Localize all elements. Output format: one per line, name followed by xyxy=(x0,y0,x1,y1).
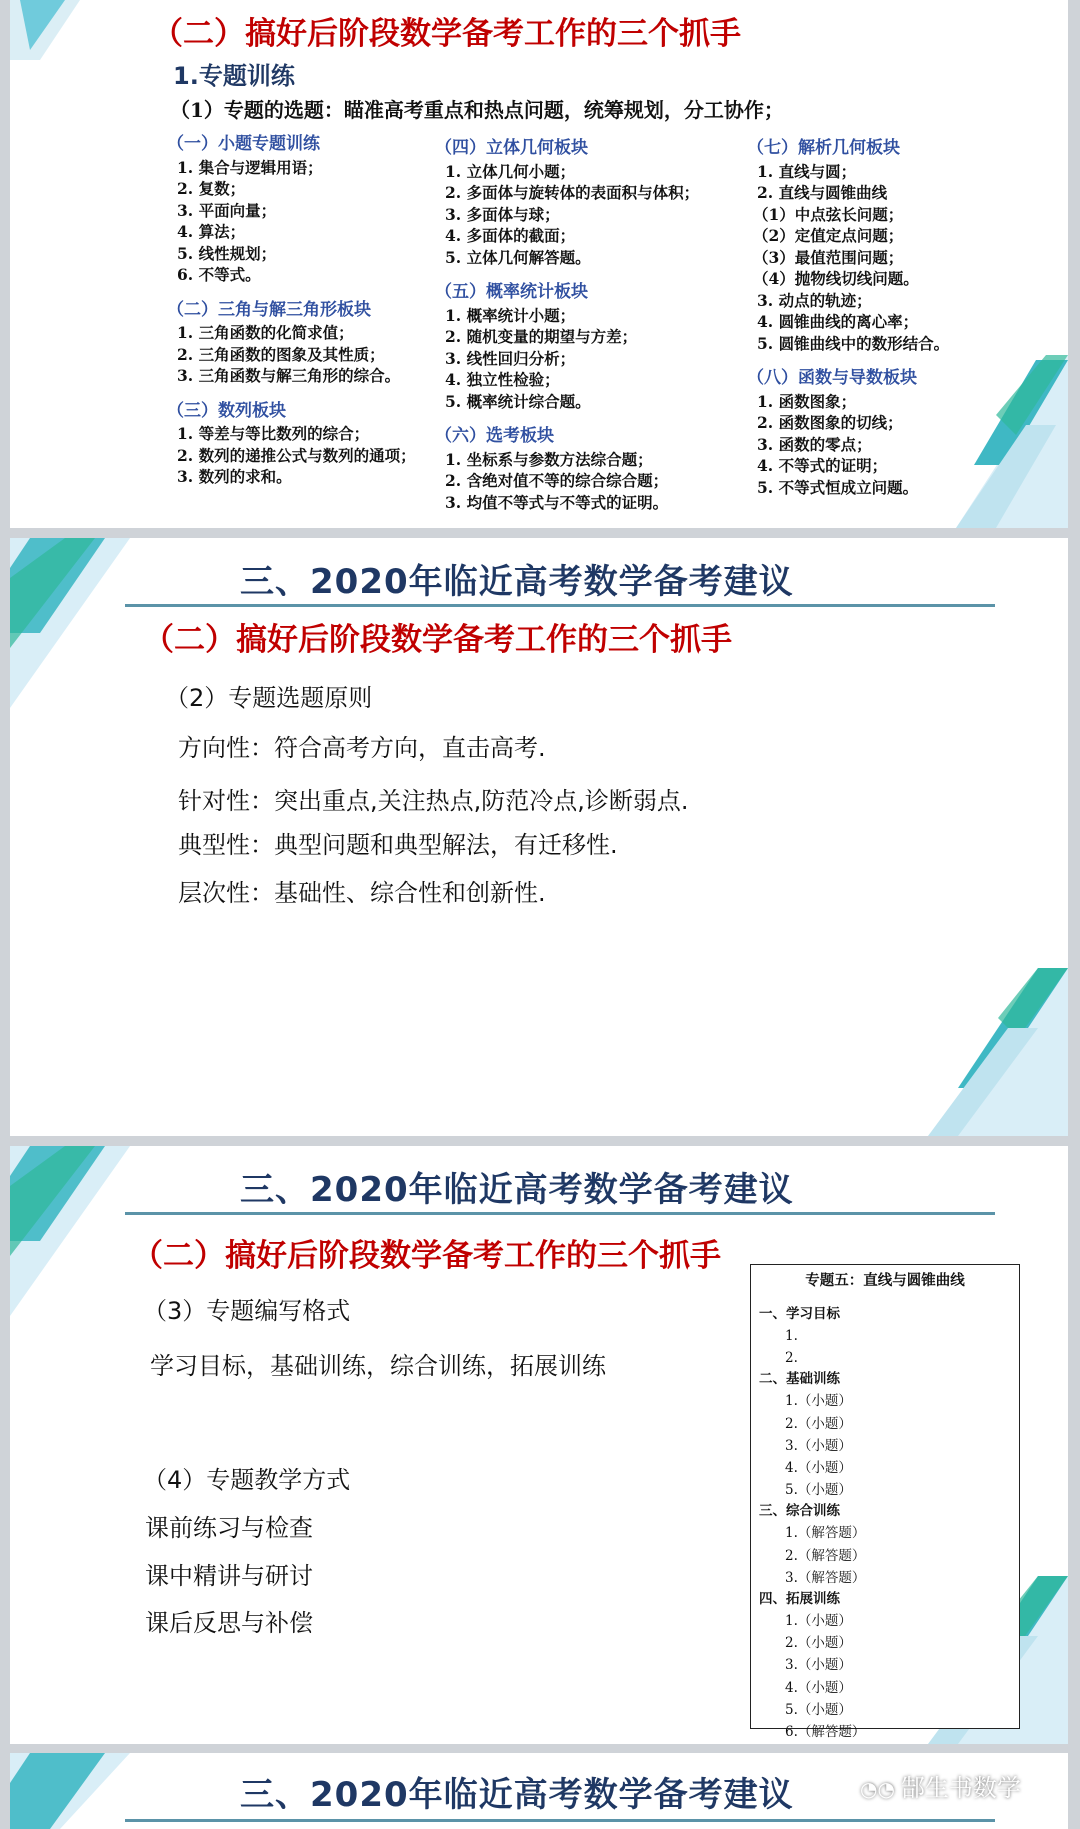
method-line: 课后反思与补偿 xyxy=(145,1609,313,1637)
format-line: 学习目标，基础训练，综合训练，拓展训练 xyxy=(150,1352,606,1380)
list-item: 4. 算法； xyxy=(177,222,246,241)
list-item: 3. 均值不等式与不等式的证明。 xyxy=(445,492,669,512)
list-item: 2. 含绝对值不等的综合综合题； xyxy=(445,471,669,490)
outline-item: 4.（小题） xyxy=(785,1679,852,1696)
principle-line: 典型性：典型问题和典型解法，有迁移性. xyxy=(178,831,618,859)
principle-line: 层次性：基础性、综合性和创新性. xyxy=(178,879,546,907)
corner-decoration-top-left xyxy=(10,1753,130,1829)
list-item: 3. 线性回归分析； xyxy=(445,348,576,368)
outline-item: 2.（小题） xyxy=(785,1415,852,1432)
header-rule xyxy=(125,1212,995,1215)
group-heading: （六）选考板块 xyxy=(435,426,554,446)
outline-item: 1.（解答题） xyxy=(785,1525,866,1542)
list-item: 2. 复数； xyxy=(177,179,246,198)
corner-decoration-top-left xyxy=(10,1146,130,1316)
corner-decoration-right xyxy=(928,968,1068,1136)
list-item: 4. 圆锥曲线的离心率； xyxy=(757,312,919,331)
slide-header: 三、2020年临近高考数学备考建议 xyxy=(240,1775,794,1815)
list-item: 3. 三角函数与解三角形的综合。 xyxy=(177,366,401,385)
slide-header: 三、2020年临近高考数学备考建议 xyxy=(240,1170,794,1210)
group-heading: （三）数列板块 xyxy=(167,400,286,421)
slide-format-and-method xyxy=(10,1146,1068,1744)
subsection-title: （3）专题编写格式 xyxy=(143,1297,351,1325)
watermark-text: 郜生书数学 xyxy=(900,1774,1021,1802)
list-item: 2. 随机变量的期望与方差； xyxy=(445,327,638,346)
topic-column-2 xyxy=(435,138,699,513)
outline-item: 2.（小题） xyxy=(785,1635,852,1652)
list-item: 2. 函数图象的切线； xyxy=(757,413,903,432)
list-item: 3. 动点的轨迹； xyxy=(757,290,872,310)
subsection-title: （2）专题选题原则 xyxy=(165,684,373,712)
subsection-title: 1.专题训练 xyxy=(173,62,295,90)
section-title: （二）搞好后阶段数学备考工作的三个抓手 xyxy=(132,1238,721,1274)
outline-item: 1.（小题） xyxy=(785,1613,852,1630)
list-item: 4. 不等式的证明； xyxy=(757,456,888,475)
list-item: 1. 等差与等比数列的综合； xyxy=(177,424,370,443)
topic-column-1 xyxy=(167,134,416,488)
list-item: 1. 集合与逻辑用语； xyxy=(177,157,323,177)
list-item: 3. 数列的求和。 xyxy=(177,467,292,486)
outline-title: 专题五：直线与圆锥曲线 xyxy=(805,1273,965,1289)
outline-item: 5.（小题） xyxy=(785,1482,852,1499)
list-item: 1. 概率统计小题； xyxy=(445,305,576,325)
wechat-icon: ◔◔ xyxy=(860,1777,895,1801)
list-item: 2. 三角函数的图象及其性质； xyxy=(177,344,385,364)
list-item: 3. 多面体与球； xyxy=(445,204,560,224)
outline-item: 4.（小题） xyxy=(785,1460,852,1477)
list-item: 5. 线性规划； xyxy=(177,243,277,263)
corner-decoration-top-left xyxy=(10,538,130,708)
list-item: （4）抛物线切线问题。 xyxy=(753,269,919,288)
list-item: 1. 直线与圆； xyxy=(757,161,857,181)
outline-item: 2.（解答题） xyxy=(785,1547,866,1564)
slide-header: 三、2020年临近高考数学备考建议 xyxy=(240,562,794,602)
outline-section: 一、学习目标 xyxy=(759,1306,840,1322)
subsection-title: （4）专题教学方式 xyxy=(143,1466,351,1494)
list-item: 2. 数列的递推公式与数列的通项； xyxy=(177,445,416,465)
topic-selection-line: （1）专题的选题：瞄准高考重点和热点问题，统筹规划，分工协作； xyxy=(170,98,784,122)
outline-item: 1.（小题） xyxy=(785,1393,852,1410)
list-item: 5. 立体几何解答题。 xyxy=(445,247,591,267)
list-item: 5. 不等式恒成立问题。 xyxy=(757,477,919,497)
list-item: 2. 直线与圆锥曲线 xyxy=(757,183,888,202)
section-title: （二）搞好后阶段数学备考工作的三个抓手 xyxy=(143,622,732,658)
group-heading: （二）三角与解三角形板块 xyxy=(167,299,371,320)
group-heading: （五）概率统计板块 xyxy=(435,282,588,302)
slide-selection-principles xyxy=(10,538,1068,1136)
method-line: 课中精讲与研讨 xyxy=(145,1562,313,1590)
header-rule xyxy=(125,1819,995,1822)
list-item: 3. 平面向量； xyxy=(177,200,277,220)
list-item: 1. 坐标系与参数方法综合题； xyxy=(445,449,653,469)
list-item: （2）定值定点问题； xyxy=(753,226,904,245)
slide-topic-list xyxy=(10,0,1068,528)
corner-decoration-top-left xyxy=(10,0,120,60)
corner-decoration-right xyxy=(956,355,1068,528)
outline-item: 2. xyxy=(785,1350,798,1367)
group-heading: （一）小题专题训练 xyxy=(167,134,320,154)
list-item: 2. 多面体与旋转体的表面积与体积； xyxy=(445,183,700,202)
principle-line: 方向性：符合高考方向，直击高考. xyxy=(178,734,546,762)
list-item: 4. 独立性检验； xyxy=(445,370,560,389)
outline-item: 3.（小题） xyxy=(785,1657,852,1674)
topic-outline-sample xyxy=(750,1264,1020,1741)
watermark xyxy=(860,1768,1021,1803)
outline-item: 3.（解答题） xyxy=(785,1569,866,1586)
outline-section: 二、基础训练 xyxy=(759,1371,840,1388)
section-title: （二）搞好后阶段数学备考工作的三个抓手 xyxy=(152,16,741,52)
list-item: （1）中点弦长问题； xyxy=(753,204,904,224)
method-line: 课前练习与检查 xyxy=(145,1514,313,1542)
outline-section: 四、拓展训练 xyxy=(759,1591,840,1608)
principle-line: 针对性：突出重点,关注热点,防范冷点,诊断弱点. xyxy=(178,787,689,815)
list-item: 5. 圆锥曲线中的数形结合。 xyxy=(757,333,950,353)
list-item: （3）最值范围问题； xyxy=(753,247,904,267)
outline-item: 3.（小题） xyxy=(785,1437,852,1454)
list-item: 1. 函数图象； xyxy=(757,391,857,411)
outline-item: 1. xyxy=(785,1328,798,1344)
group-heading: （七）解析几何板块 xyxy=(747,138,900,158)
topic-column-3 xyxy=(747,138,949,498)
outline-item: 5.（小题） xyxy=(785,1701,852,1718)
list-item: 1. 三角函数的化简求值； xyxy=(177,323,354,342)
list-item: 3. 函数的零点； xyxy=(757,434,872,454)
group-heading: （八）函数与导数板块 xyxy=(747,368,917,388)
outline-section: 三、综合训练 xyxy=(759,1503,840,1520)
list-item: 5. 概率统计综合题。 xyxy=(445,391,591,411)
list-item: 4. 多面体的截面； xyxy=(445,226,576,245)
group-heading: （四）立体几何板块 xyxy=(435,138,588,158)
outline-item: 6.（解答题） xyxy=(785,1724,866,1741)
list-item: 1. 立体几何小题； xyxy=(445,161,576,181)
header-rule xyxy=(125,604,995,607)
list-item: 6. 不等式。 xyxy=(177,265,261,284)
